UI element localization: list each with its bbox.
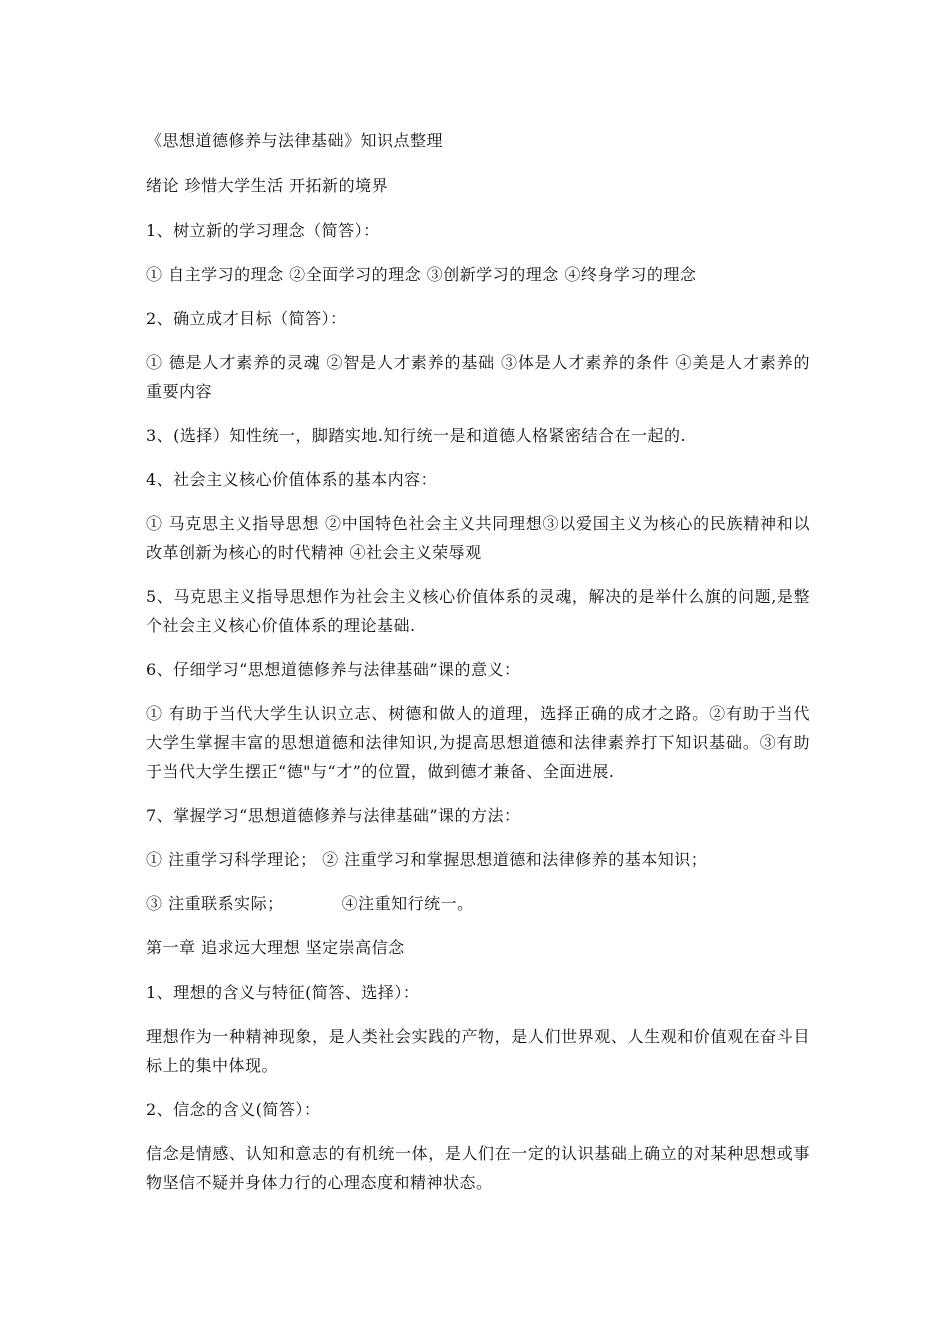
method-3: ③ 注重联系实际； [146,894,284,913]
intro-item: 1、树立新的学习理念（简答）： [146,221,380,240]
intro-heading: 绪论 珍惜大学生活 开拓新的境界 [146,176,389,195]
intro-item: ① 马克思主义指导思想 ②中国特色社会主义共同理想③以爱国主义为核心的民族精神和以改革创新为核心的时代精神 ④社会主义荣辱观 [146,514,810,562]
chapter1-item: 理想作为一种精神现象，是人类社会实践的产物，是人们世界观、人生观和价值观在奋斗目标上的集中体现。 [146,1027,810,1075]
document-title: 《思想道德修养与法律基础》知识点整理 [146,131,444,150]
intro-item: 7、掌握学习“思想道德修养与法律基础”课的方法： [146,806,521,825]
document-page [146,126,810,1212]
intro-item: ① 自主学习的理念 ②全面学习的理念 ③创新学习的理念 ④终身学习的理念 [146,265,697,284]
method-4: ④注重知行统一。 [341,894,474,913]
intro-item: 3、(选择）知性统一，脚踏实地.知行统一是和道德人格紧密结合在一起的. [146,426,687,445]
methods-row [146,889,810,918]
intro-item: 4、社会主义核心价值体系的基本内容： [146,470,438,489]
intro-item: 5、马克思主义指导思想作为社会主义核心价值体系的灵魂，解决的是举什么旗的问题,是整个社会主义核心价值体系的理论基础. [146,587,810,635]
chapter1-item: 1、理想的含义与特征(简答、选择）： [146,983,420,1002]
intro-item: 6、仔细学习“思想道德修养与法律基础”课的意义： [146,660,521,679]
intro-item: ① 注重学习科学理论； ② 注重学习和掌握思想道德和法律修养的基本知识； [146,850,708,869]
chapter1-heading: 第一章 追求远大理想 坚定崇高信念 [146,938,405,957]
chapter1-item: 2、信念的含义(简答）： [146,1100,321,1119]
intro-item: 2、确立成才目标（简答）： [146,309,347,328]
chapter1-item: 信念是情感、认知和意志的有机统一体，是人们在一定的认识基础上确立的对某种思想或事物坚信不疑并身体力行的心理态度和精神状态。 [146,1144,810,1192]
intro-item: ① 德是人才素养的灵魂 ②智是人才素养的基础 ③体是人才素养的条件 ④美是人才素养的重要内容 [146,353,810,401]
intro-item: ① 有助于当代大学生认识立志、树德和做人的道理，选择正确的成才之路。②有助于当代大学生掌握丰富的思想道德和法律知识,为提高思想道德和法律素养打下知识基础。③有助于当代大学生摆正“德"与“才”的位置，做到德才兼备、全面进展. [146,704,810,781]
